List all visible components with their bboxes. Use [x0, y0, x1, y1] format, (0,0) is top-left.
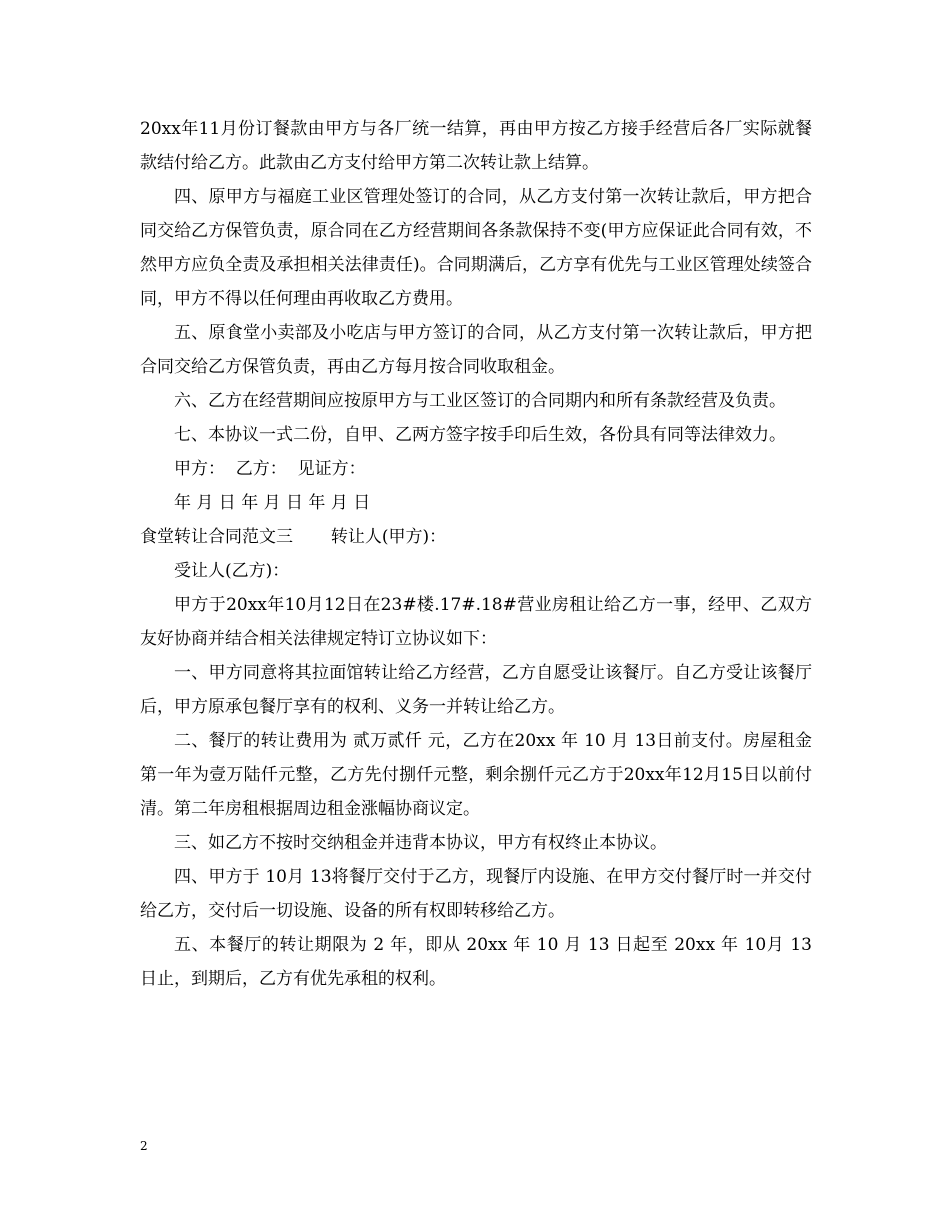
paragraph-article-5-term: 五、本餐厅的转让期限为 2 年，即从 20xx 年 10 月 13 日起至 20xx 年 10月 13 日止，到期后，乙方有优先承租的权利。 — [140, 935, 812, 989]
paragraph-clause-5-shop-contract: 五、原食堂小卖部及小吃店与甲方签订的合同，从乙方支付第一次转让款后，甲方把合同交给乙方保管负责，再由乙方每月按合同收取租金。 — [140, 323, 812, 377]
signature-parties: 甲方： 乙方： 见证方： — [174, 459, 366, 479]
signature-dates: 年 月 日 年 月 日 年 月 日 — [174, 493, 371, 513]
document-body — [140, 112, 812, 996]
page-number: 2 — [140, 1139, 148, 1153]
paragraph-preamble: 甲方于20xx年10月12日在23#楼.17#.18#营业房租让给乙方一事，经甲、乙双方友好协商并结合相关法律规定特订立协议如下： — [140, 595, 812, 649]
paragraph-clause-7-effect: 七、本协议一式二份，自甲、乙两方签字按手印后生效，各份具有同等法律效力。 — [174, 425, 786, 445]
paragraph-meal-settlement: 20xx年11月份订餐款由甲方与各厂统一结算，再由甲方按乙方接手经营后各厂实际就餐款结付给乙方。此款由乙方支付给甲方第二次转让款上结算。 — [140, 119, 812, 173]
paragraph-article-4-handover: 四、甲方于 10月 13将餐厅交付于乙方，现餐厅内设施、在甲方交付餐厅时一并交付给乙方，交付后一切设施、设备的所有权即转移给乙方。 — [140, 867, 812, 921]
paragraph-article-1: 一、甲方同意将其拉面馆转让给乙方经营，乙方自愿受让该餐厅。自乙方受让该餐厅后，甲方原承包餐厅享有的权利、义务一并转让给乙方。 — [140, 663, 812, 717]
paragraph-article-3-termination: 三、如乙方不按时交纳租金并违背本协议，甲方有权终止本协议。 — [174, 833, 667, 853]
paragraph-clause-4-management-contract: 四、原甲方与福庭工业区管理处签订的合同，从乙方支付第一次转让款后，甲方把合同交给乙方保管负责，原合同在乙方经营期间各条款保持不变(甲方应保证此合同有效，不然甲方应负全责及承担相关法律责任)。合同期满后，乙方享有优先与工业区管理处续签合同，甲方不得以任何理由再收取乙方费用。 — [140, 187, 812, 309]
paragraph-clause-6-operation: 六、乙方在经营期间应按原甲方与工业区签订的合同期内和所有条款经营及负责。 — [174, 391, 786, 411]
paragraph-article-2-fees: 二、餐厅的转让费用为 贰万贰仟 元，乙方在20xx 年 10 月 13日前支付。房屋租金第一年为壹万陆仟元整，乙方先付捌仟元整，剩余捌仟元乙方于20xx年12月15日以前付清。第二年房租根据周边租金涨幅协商议定。 — [140, 731, 812, 819]
transferee-line: 受让人(乙方)： — [174, 561, 290, 581]
contract-title-transferor: 食堂转让合同范文三 转让人(甲方)： — [140, 527, 447, 547]
